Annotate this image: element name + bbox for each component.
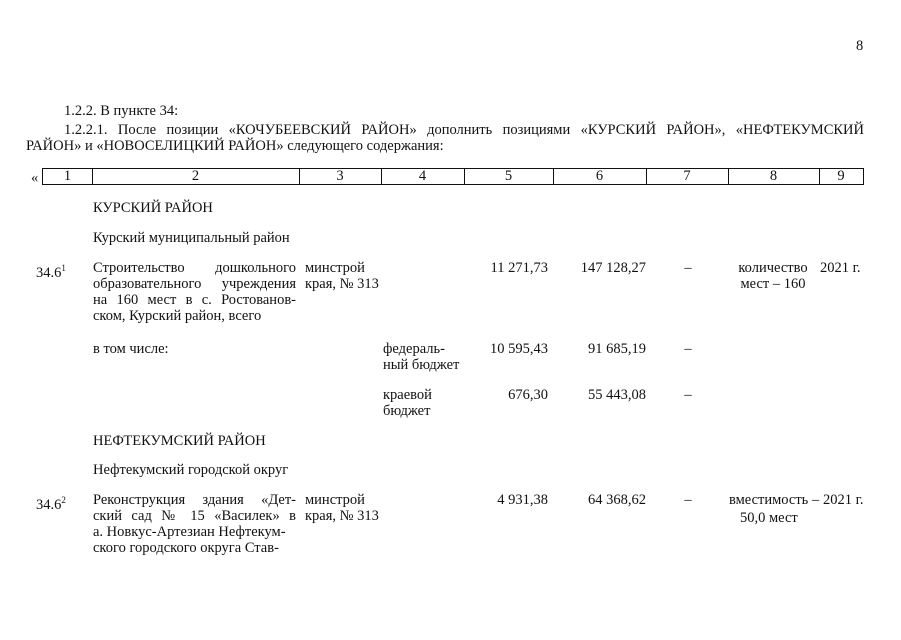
row-col5-value: 11 271,73 xyxy=(490,260,548,276)
table-open-quote: « xyxy=(31,170,39,186)
row-col8-value: вместимость – xyxy=(729,492,820,508)
row-col9-value: 2021 г. xyxy=(823,492,864,508)
page-number: 8 xyxy=(856,38,864,54)
row-number: 34.6$^2$ xyxy=(36,495,66,513)
row-object-name: Строительство дошкольного образовательного учреждения на 160 мест в с. Ростованов- ском, Курский район, всего xyxy=(93,260,296,324)
header-col-3: 3 xyxy=(336,168,344,184)
federal-col5-value: 10 595,43 xyxy=(490,341,548,357)
header-col-7: 7 xyxy=(683,168,691,184)
row-col6-value: 64 368,62 xyxy=(588,492,646,508)
section-heading-kursk: КУРСКИЙ РАЙОН xyxy=(93,200,213,216)
row-col7-value: – xyxy=(684,492,692,508)
regional-col5-value: 676,30 xyxy=(508,387,548,403)
including-label: в том числе: xyxy=(93,341,169,357)
row-responsible: минстрой края, № 313 xyxy=(305,492,379,524)
regional-col6-value: 55 443,08 xyxy=(588,387,646,403)
header-col-9: 9 xyxy=(837,168,845,184)
section-subheading-kursk: Курский муниципальный район xyxy=(93,230,290,246)
regional-col7-value: – xyxy=(684,387,692,403)
intro-line-1: 1.2.2. В пункте 34: xyxy=(64,103,179,119)
header-col-2: 2 xyxy=(191,168,200,184)
header-col-1: 1 xyxy=(63,168,72,184)
header-col-6: 6 xyxy=(595,168,604,184)
header-col-5: 5 xyxy=(504,168,513,184)
row-responsible: минстрой края, № 313 xyxy=(305,260,379,292)
section-subheading-neftekumsk: Нефтекумский городской округ xyxy=(93,462,289,478)
federal-col7-value: – xyxy=(684,341,692,357)
section-heading-neftekumsk: НЕФТЕКУМСКИЙ РАЙОН xyxy=(93,433,266,449)
row-col8-value: количество мест – 160 xyxy=(738,260,808,292)
header-col-8: 8 xyxy=(769,168,778,184)
row-col8-value-cont: 50,0 мест xyxy=(740,510,798,526)
regional-budget-label: краевой бюджет xyxy=(383,387,432,419)
intro-line-2b: РАЙОН» и «НОВОСЕЛИЦКИЙ РАЙОН» следующего содержания: xyxy=(26,138,444,154)
row-col5-value: 4 931,38 xyxy=(497,492,548,508)
table-header-row xyxy=(42,168,864,185)
federal-col6-value: 91 685,19 xyxy=(588,341,646,357)
intro-line-2a: 1.2.2.1. После позиции «КОЧУБЕЕВСКИЙ РАЙОН» дополнить позициями «КУРСКИЙ РАЙОН», «НЕФТЕКУМСКИЙ xyxy=(64,122,864,138)
intro-paragraph xyxy=(26,122,864,154)
federal-budget-label: федераль- ный бюджет xyxy=(383,341,460,373)
row-col6-value: 147 128,27 xyxy=(580,260,646,276)
row-col9-value: 2021 г. xyxy=(820,260,861,276)
header-col-4: 4 xyxy=(418,168,427,184)
row-col7-value: – xyxy=(684,260,692,276)
row-number: 34.6$^1$ xyxy=(36,263,66,281)
row-object-name: Реконструкция здания «Дет- ский сад № 15 «Василек» в а. Новкус-Артезиан Нефтекум- ского городского округа Став- xyxy=(93,492,296,556)
